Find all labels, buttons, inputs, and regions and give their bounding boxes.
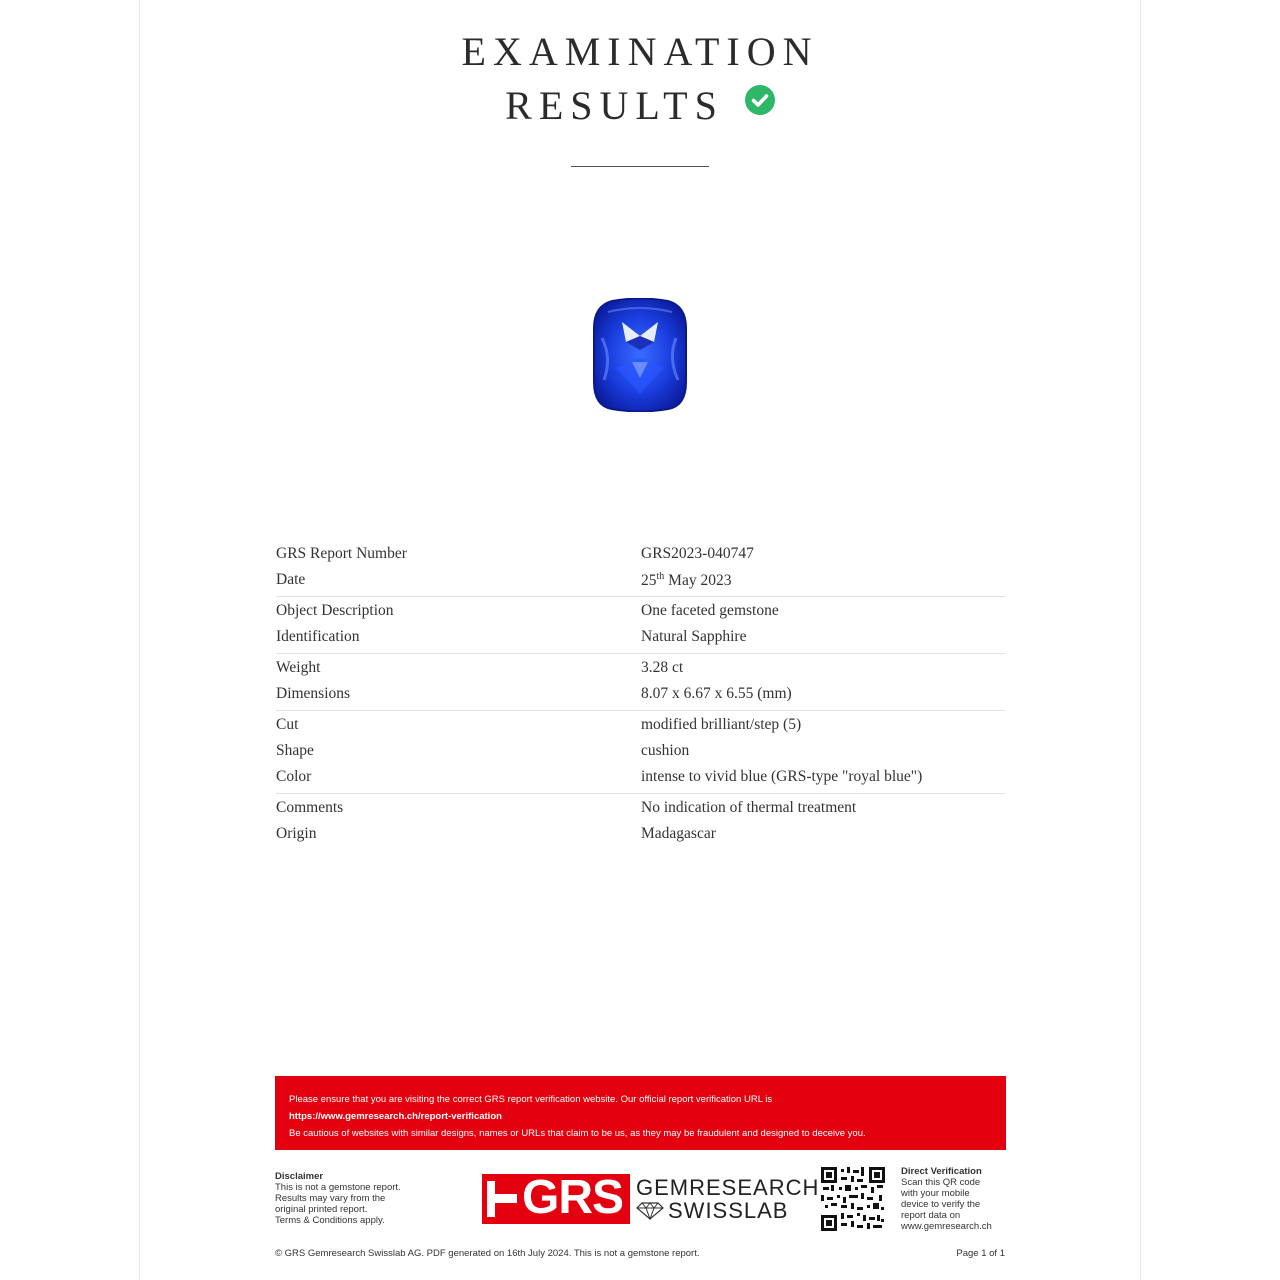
disclaimer [275,1171,465,1226]
date-month-year: May 2023 [664,571,732,589]
check-circle-icon [745,85,775,115]
page-border-right [1140,0,1141,1280]
date-label: Date [276,571,306,588]
weight-value: 3.28 ct [641,659,684,676]
page-title-line2-text: RESULTS [505,83,724,128]
verification-line: with your mobile [901,1188,970,1199]
date-value [641,571,1005,590]
report-row-dimensions [276,681,1005,707]
date-day: 25 [641,571,657,589]
verification-title: Direct Verification [901,1166,982,1177]
disclaimer-line: This is not a gemstone report. [275,1182,401,1193]
report-group-measurements [276,654,1005,711]
origin-label: Origin [276,825,317,842]
shape-label: Shape [276,742,314,759]
report-table [276,540,1005,850]
report-number-label: GRS Report Number [276,545,407,562]
object-description-label: Object Description [276,602,394,619]
report-group-appearance [276,711,1005,794]
grs-logo-abbr: GRS [522,1171,624,1224]
page-border-left [139,0,140,1280]
disclaimer-line: Results may vary from the [275,1193,386,1204]
title-divider [571,166,709,167]
disclaimer-title: Disclaimer [275,1171,324,1182]
report-row-date [276,567,1005,593]
report-row-comments [276,795,1005,821]
report-number-value: GRS2023-040747 [641,545,754,562]
date-ordinal: th [656,570,665,582]
color-value: intense to vivid blue (GRS-type "royal blue") [641,768,923,785]
report-row-shape [276,738,1005,764]
footer-page-number: Page 1 of 1 [956,1248,1005,1259]
qr-code-icon[interactable] [821,1167,885,1231]
identification-label: Identification [276,628,360,645]
dimensions-label: Dimensions [276,685,351,702]
report-row-identification [276,624,1005,650]
verification-line: report data on [901,1210,961,1221]
comments-label: Comments [276,799,344,816]
gemstone-image [592,298,688,412]
footer-copyright: © GRS Gemresearch Swisslab AG. PDF generated on 16th July 2024. This is not a gemstone report. [275,1248,700,1259]
origin-value: Madagascar [641,825,716,842]
cut-value: modified brilliant/step (5) [641,716,802,733]
report-group-object [276,597,1005,654]
verification-url-link[interactable]: https://www.gemresearch.ch/report-verification [289,1111,502,1122]
swiss-cross-icon [487,1181,517,1217]
shape-value: cushion [641,742,690,759]
report-row-weight [276,655,1005,681]
weight-label: Weight [276,659,321,676]
verification-warning-banner [275,1076,1006,1150]
color-label: Color [276,768,312,785]
logo-swisslab: SWISSLAB [668,1198,789,1223]
page-title-line1: EXAMINATION [461,29,819,74]
report-row-object [276,598,1005,624]
disclaimer-line: original printed report. [275,1204,368,1215]
disclaimer-line: Terms & Conditions apply. [275,1215,385,1226]
diamond-icon [636,1202,664,1220]
verification-line: device to verify the [901,1199,981,1210]
verification-line: Scan this QR code [901,1177,981,1188]
report-row-color [276,764,1005,790]
object-description-value: One faceted gemstone [641,602,779,619]
warning-line3: Be cautious of websites with similar designs, names or URLs that claim to be us, as they may be fraudulent and designed to deceive you. [289,1128,866,1139]
comments-value: No indication of thermal treatment [641,799,857,816]
verification-website: www.gemresearch.ch [901,1221,992,1232]
logo-gemresearch: GEMRESEARCH [636,1175,820,1200]
direct-verification [901,1166,1011,1232]
cut-label: Cut [276,716,299,733]
dimensions-value: 8.07 x 6.67 x 6.55 (mm) [641,685,792,702]
report-group-identity [276,540,1005,597]
page-title-line2 [0,82,1280,129]
identification-value: Natural Sapphire [641,628,747,645]
report-row-number [276,541,1005,567]
report-row-cut [276,712,1005,738]
report-group-comments [276,794,1005,850]
report-row-origin [276,821,1005,847]
warning-line1: Please ensure that you are visiting the correct GRS report verification website. Our official report verification URL is [289,1094,773,1105]
